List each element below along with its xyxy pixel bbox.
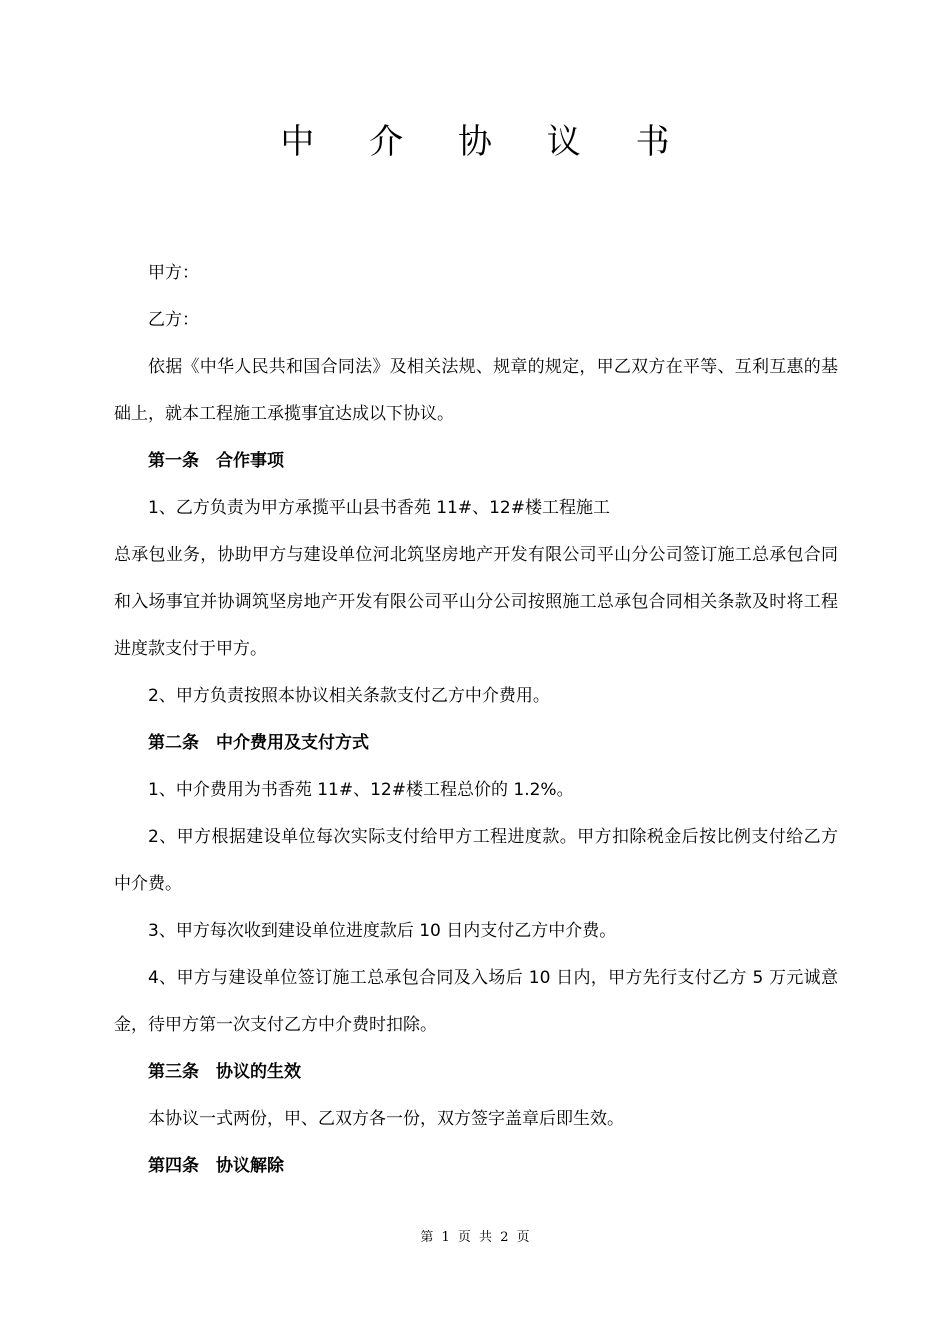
page-footer: 第 1 页 共 2 页 — [420, 1230, 530, 1245]
paragraph-party-b: 乙方： — [148, 310, 199, 330]
article-1-item-2: 2、甲方负责按照本协议相关条款支付乙方中介费用。 — [148, 686, 550, 706]
paragraph-party-a: 甲方： — [148, 263, 199, 283]
document-body — [114, 250, 838, 1190]
article-2-heading: 第二条 中介费用及支付方式 — [148, 733, 369, 753]
paragraph-preamble: 依据《中华人民共和国合同法》及相关法规、规章的规定，甲乙双方在平等、互利互惠的基础上，就本工程施工承揽事宜达成以下协议。 — [114, 357, 838, 424]
article-4-heading: 第四条 协议解除 — [148, 1156, 284, 1176]
article-3-text: 本协议一式两份，甲、乙双方各一份，双方签字盖章后即生效。 — [148, 1109, 624, 1129]
article-2-item-2: 2、甲方根据建设单位每次实际支付给甲方工程进度款。甲方扣除税金后按比例支付给乙方中介费。 — [114, 827, 838, 894]
article-3-heading: 第三条 协议的生效 — [148, 1062, 301, 1082]
article-1-heading: 第一条 合作事项 — [148, 451, 284, 471]
article-2-item-1: 1、中介费用为书香苑 11#、12#楼工程总价的 1.2%。 — [148, 780, 574, 800]
article-2-item-3: 3、甲方每次收到建设单位进度款后 10 日内支付乙方中介费。 — [148, 921, 617, 941]
document-title: 中 介 协 议 书 — [280, 122, 692, 162]
article-1-item-1: 1、乙方负责为甲方承揽平山县书香苑 11#、12#楼工程施工 — [148, 498, 610, 518]
article-2-item-4: 4、甲方与建设单位签订施工总承包合同及入场后 10 日内，甲方先行支付乙方 5 万元诚意金，待甲方第一次支付乙方中介费时扣除。 — [114, 968, 838, 1035]
article-1-item-1-continued: 总承包业务，协助甲方与建设单位河北筑坚房地产开发有限公司平山分公司签订施工总承包合同和入场事宜并协调筑坚房地产开发有限公司平山分公司按照施工总承包合同相关条款及时将工程进度款支付于甲方。 — [114, 545, 838, 659]
